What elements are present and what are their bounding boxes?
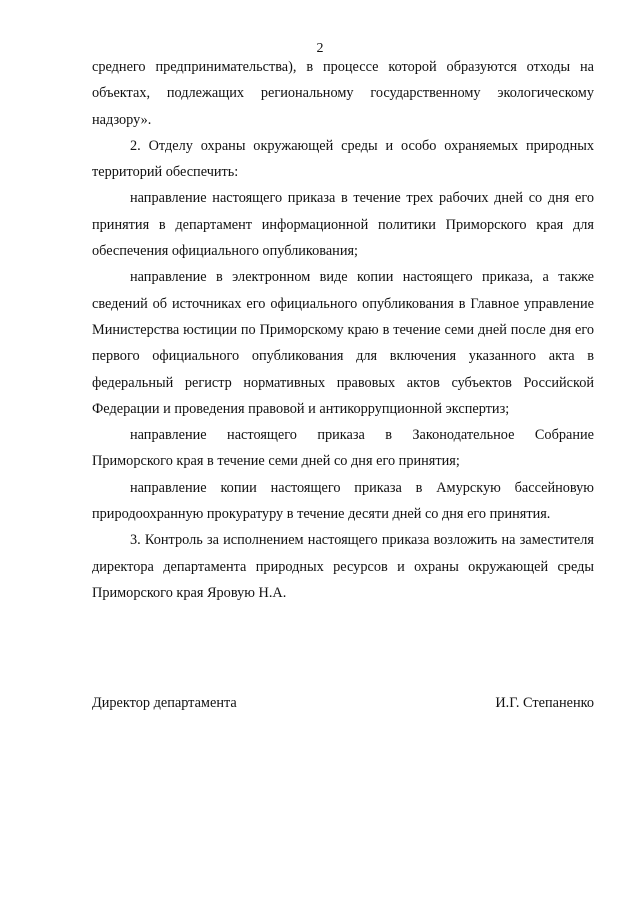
paragraph-item-2: 2. Отделу охраны окружающей среды и особо охраняемых природных территорий обеспечить: — [92, 137, 594, 181]
signatory-position: Директор департамента — [92, 695, 237, 711]
document-body — [92, 54, 594, 606]
signatory-name: И.Г. Степаненко — [495, 695, 594, 711]
paragraph-prosecutor: направление копии настоящего приказа в Амурскую бассейновую природоохранную прокуратуру в течение десяти дней со дня его принятия. — [92, 479, 594, 523]
paragraph-continuation: среднего предпринимательства), в процессе которой образуются отходы на объектах, подлежащих региональному государственному экологическому надзору». — [92, 59, 594, 128]
paragraph-item-3: 3. Контроль за исполнением настоящего приказа возложить на заместителя директора департамента природных ресурсов и охраны окружающей среды Приморского края Яровую Н.А. — [92, 532, 594, 601]
signature-block — [92, 690, 594, 716]
paragraph-ministry-justice: направление в электронном виде копии настоящего приказа, а также сведений об источниках его официального опубликования в Главное управление Министерства юстиции по Приморскому краю в течение семи дней после дня его первого официального опубликования для включения указанного акта в федеральный регистр нормативных правовых актов субъектов Российской Федерации и проведения правовой и антикоррупционной экспертиз; — [92, 269, 594, 417]
page-number: 2 — [316, 41, 324, 56]
paragraph-publication: направление настоящего приказа в течение трех рабочих дней со дня его принятия в департамент информационной политики Приморского края для обеспечения официального опубликования; — [92, 190, 594, 260]
paragraph-legislative-assembly: направление настоящего приказа в Законодательное Собрание Приморского края в течение семи дней со дня его принятия; — [92, 427, 594, 470]
